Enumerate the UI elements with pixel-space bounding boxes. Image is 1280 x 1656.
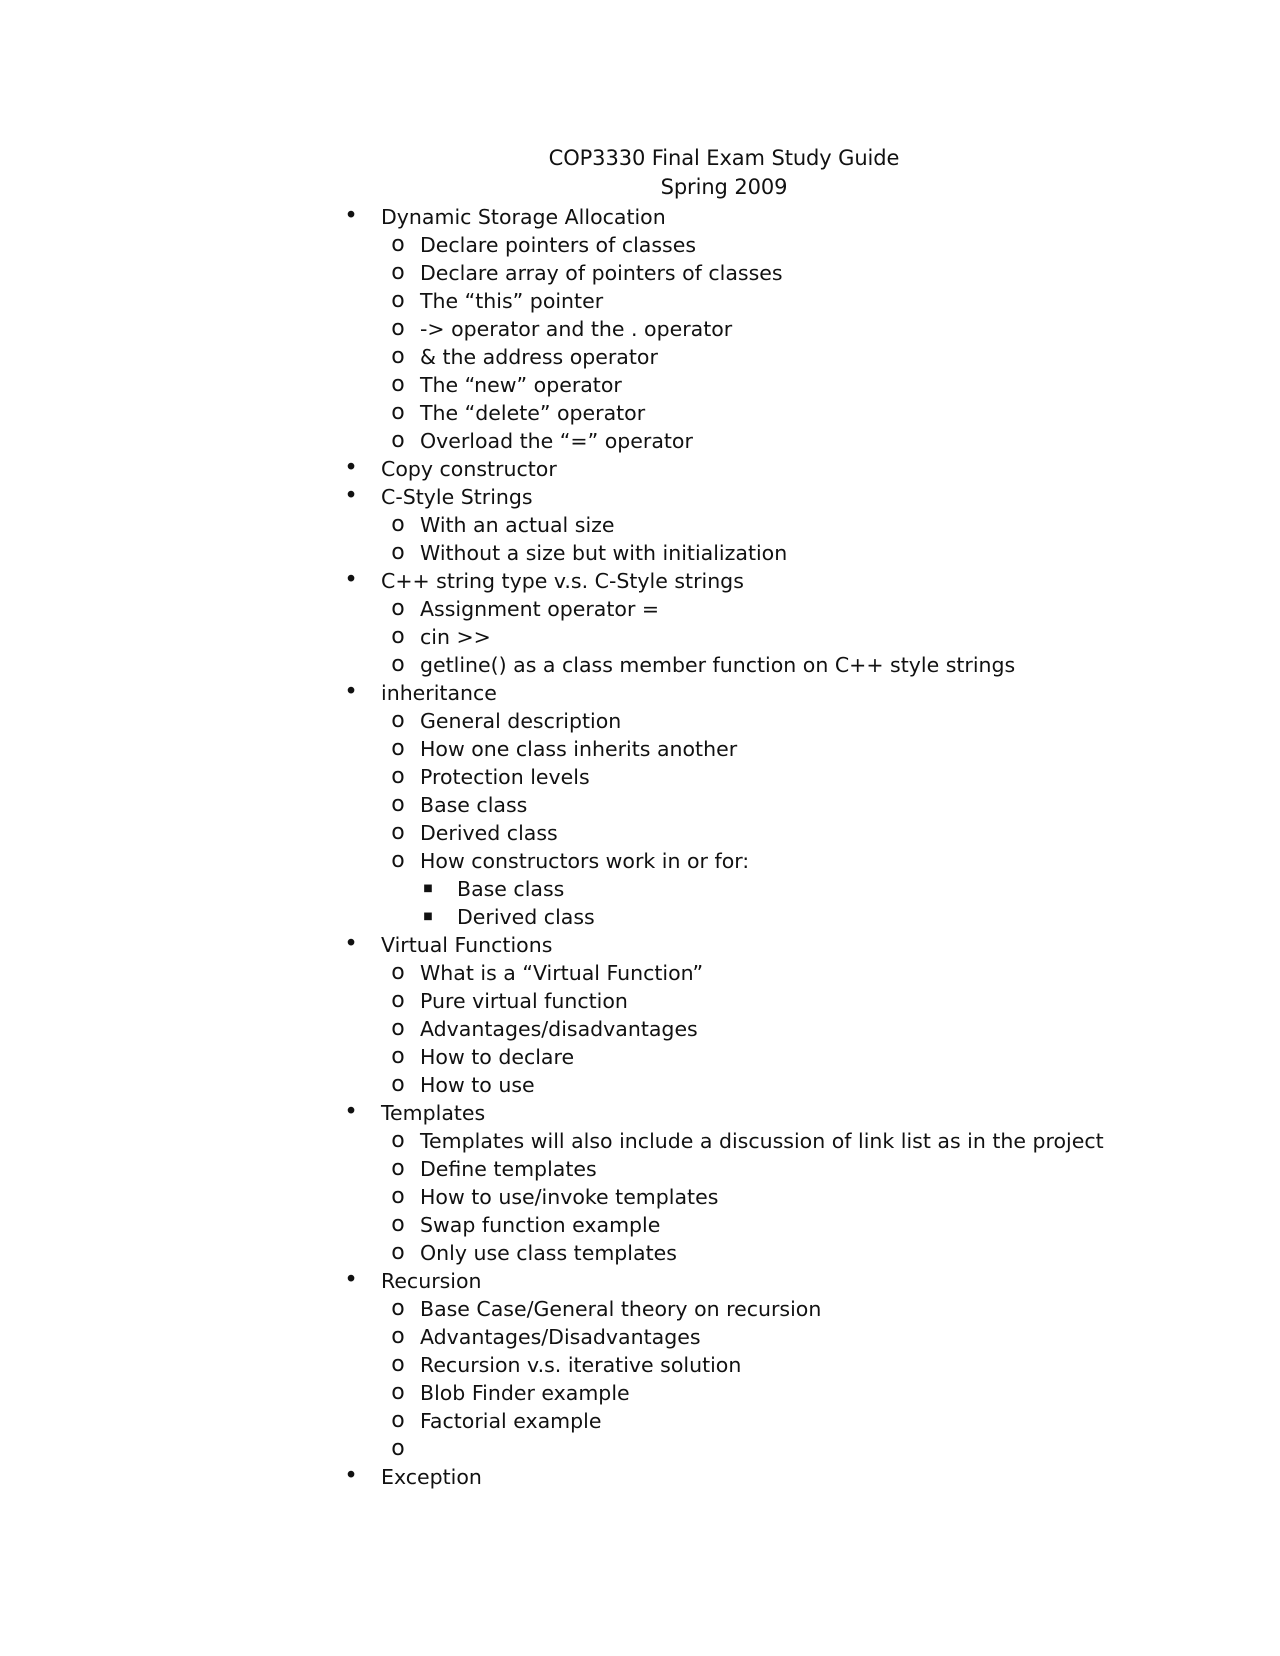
- sub-marker: o: [391, 960, 405, 985]
- sub-marker: o: [391, 428, 405, 453]
- subtopic-label: The “new” operator: [420, 373, 622, 397]
- sub-marker: o: [391, 288, 405, 313]
- bullet-marker: •: [344, 679, 358, 705]
- sub-marker: o: [391, 1296, 405, 1321]
- subtopic-label: Without a size but with initialization: [420, 541, 788, 565]
- sub-marker: o: [391, 316, 405, 341]
- nested-subtopic-label: Derived class: [457, 905, 595, 929]
- sub-marker: o: [391, 232, 405, 257]
- subtopic-label: Recursion v.s. iterative solution: [420, 1353, 742, 1377]
- topic-label: C-Style Strings: [381, 485, 533, 509]
- subtopic-label: Pure virtual function: [420, 989, 628, 1013]
- topic-label: Dynamic Storage Allocation: [381, 205, 666, 229]
- topic-label: Exception: [381, 1465, 482, 1489]
- bullet-marker: •: [344, 455, 358, 481]
- sub-marker: o: [391, 512, 405, 537]
- subtopic-label: Swap function example: [420, 1213, 661, 1237]
- topic-label: Recursion: [381, 1269, 482, 1293]
- nested-subtopic-label: Base class: [457, 877, 565, 901]
- subtopic-label: How to declare: [420, 1045, 575, 1069]
- sub-marker: o: [391, 624, 405, 649]
- subtopic-label: Blob Finder example: [420, 1381, 630, 1405]
- subtopic-label: General description: [420, 709, 622, 733]
- topic-label: C++ string type v.s. C-Style strings: [381, 569, 744, 593]
- subtopic-label: Base class: [420, 793, 528, 817]
- sub-marker: o: [391, 792, 405, 817]
- sub-marker: o: [391, 1240, 405, 1265]
- sub-marker: o: [391, 1408, 405, 1433]
- subtopic-label: & the address operator: [420, 345, 658, 369]
- subtopic-label: Templates will also include a discussion of link list as in the project: [420, 1129, 1104, 1153]
- subtopic-label: Assignment operator =: [420, 597, 660, 621]
- sub-marker: o: [391, 736, 405, 761]
- sub-marker: o: [391, 708, 405, 733]
- subtopic-label: Advantages/Disadvantages: [420, 1325, 701, 1349]
- subtopic-label: Advantages/disadvantages: [420, 1017, 698, 1041]
- sub-marker: o: [391, 1072, 405, 1097]
- subtopic-label: What is a “Virtual Function”: [420, 961, 704, 985]
- subtopic-label: The “this” pointer: [420, 289, 604, 313]
- page-subtitle: Spring 2009: [660, 175, 788, 199]
- subtopic-label: How constructors work in or for:: [420, 849, 750, 873]
- sub-marker: o: [391, 764, 405, 789]
- sub-marker: o: [391, 1352, 405, 1377]
- sub-marker: o: [391, 1184, 405, 1209]
- topic-label: Copy constructor: [381, 457, 557, 481]
- subtopic-label: Declare array of pointers of classes: [420, 261, 783, 285]
- sub-marker: o: [391, 540, 405, 565]
- bullet-marker: •: [344, 203, 358, 229]
- sub-marker: o: [391, 848, 405, 873]
- sub-marker: o: [391, 596, 405, 621]
- topic-label: Virtual Functions: [381, 933, 553, 957]
- subtopic-label: How to use: [420, 1073, 535, 1097]
- subtopic-label: Define templates: [420, 1157, 597, 1181]
- sub-marker: o: [391, 1324, 405, 1349]
- document-header: [520, 144, 928, 202]
- sub-marker: o: [391, 260, 405, 285]
- sub-marker: o: [391, 1436, 405, 1461]
- subtopic-label: getline() as a class member function on C++ style strings: [420, 653, 1016, 677]
- subtopic-label: With an actual size: [420, 513, 615, 537]
- sub-marker: o: [391, 344, 405, 369]
- page-title: COP3330 Final Exam Study Guide: [548, 146, 900, 170]
- bullet-marker: •: [344, 483, 358, 509]
- topic-label: Templates: [381, 1101, 486, 1125]
- topic-label: inheritance: [381, 681, 497, 705]
- sub-marker: o: [391, 1128, 405, 1153]
- subtopic-label: Declare pointers of classes: [420, 233, 697, 257]
- sub-marker: o: [391, 372, 405, 397]
- sub-marker: o: [391, 1016, 405, 1041]
- subtopic-label: Derived class: [420, 821, 558, 845]
- bullet-marker: •: [344, 1463, 358, 1489]
- subtopic-label: Factorial example: [420, 1409, 602, 1433]
- sub-marker: o: [391, 1212, 405, 1237]
- subtopic-label: The “delete” operator: [420, 401, 646, 425]
- bullet-marker: •: [344, 1099, 358, 1125]
- square-bullet-icon: ■: [423, 911, 433, 922]
- bullet-marker: •: [344, 1267, 358, 1293]
- sub-marker: o: [391, 1044, 405, 1069]
- subtopic-label: How one class inherits another: [420, 737, 738, 761]
- subtopic-label: How to use/invoke templates: [420, 1185, 719, 1209]
- subtopic-label: Base Case/General theory on recursion: [420, 1297, 822, 1321]
- sub-marker: o: [391, 988, 405, 1013]
- bullet-marker: •: [344, 931, 358, 957]
- sub-marker: o: [391, 820, 405, 845]
- subtopic-label: Protection levels: [420, 765, 590, 789]
- sub-marker: o: [391, 652, 405, 677]
- square-bullet-icon: ■: [423, 883, 433, 894]
- subtopic-label: Overload the “=” operator: [420, 429, 693, 453]
- subtopic-label: -> operator and the . operator: [420, 317, 733, 341]
- subtopic-label: Only use class templates: [420, 1241, 677, 1265]
- bullet-marker: •: [344, 567, 358, 593]
- sub-marker: o: [391, 1156, 405, 1181]
- sub-marker: o: [391, 400, 405, 425]
- sub-marker: o: [391, 1380, 405, 1405]
- subtopic-label: cin >>: [420, 625, 491, 649]
